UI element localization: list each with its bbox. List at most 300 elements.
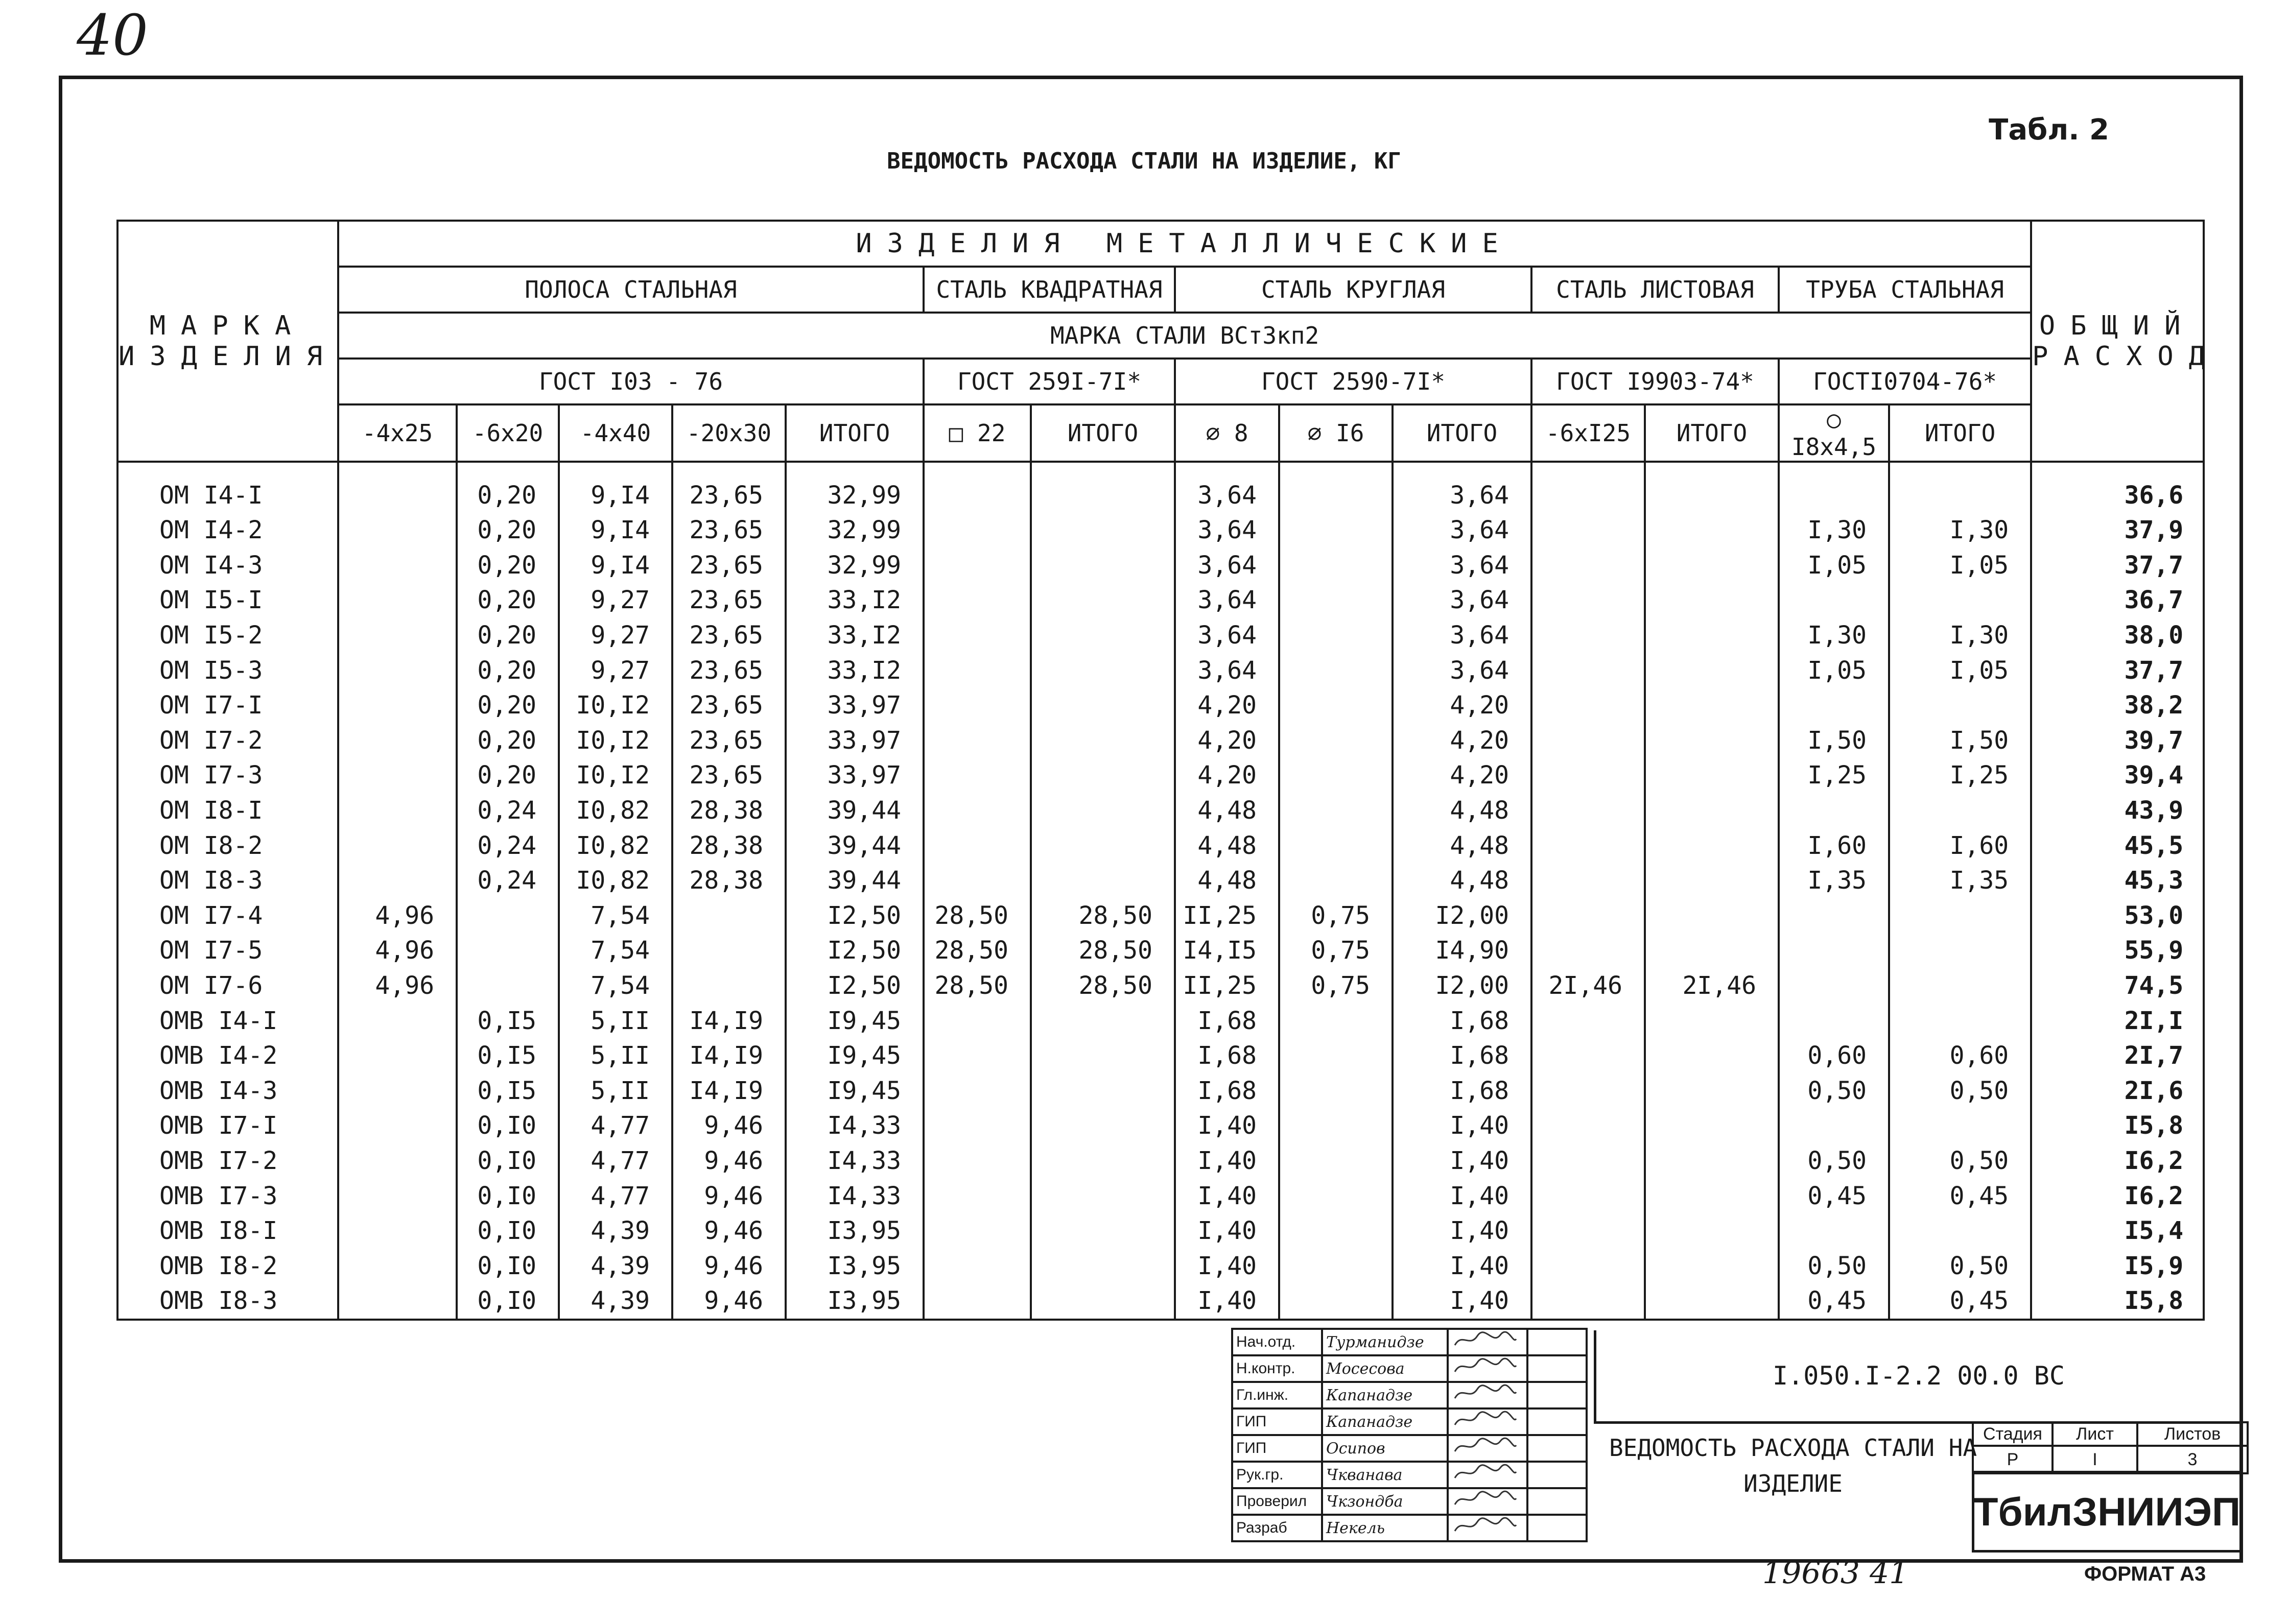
value-cell — [1645, 1038, 1779, 1073]
value-cell: 0,60 — [1779, 1038, 1889, 1073]
total-cell: 37,7 — [2031, 653, 2204, 688]
value-cell — [1645, 583, 1779, 618]
value-cell: 0,45 — [1889, 1283, 2031, 1320]
value-cell: 4,48 — [1175, 828, 1279, 863]
table-row — [117, 898, 2204, 934]
total-cell: 38,0 — [2031, 618, 2204, 653]
value-cell: 4,96 — [338, 968, 457, 1004]
value-cell — [1279, 828, 1393, 863]
value-cell: 33,I2 — [786, 583, 924, 618]
value-cell — [1779, 793, 1889, 828]
gost-strip: ГОСТ I03 - 76 — [338, 359, 924, 404]
value-cell — [924, 1143, 1031, 1179]
value-cell: 3,64 — [1175, 462, 1279, 513]
column-header: ИТОГО — [1031, 404, 1175, 462]
sheets-value: 3 — [2137, 1446, 2248, 1473]
value-cell: 28,38 — [672, 828, 786, 863]
value-cell: 0,60 — [1889, 1038, 2031, 1073]
value-cell: 3,64 — [1175, 653, 1279, 688]
value-cell — [1279, 1283, 1393, 1320]
value-cell: I,40 — [1175, 1213, 1279, 1249]
signature-row — [1232, 1515, 1587, 1541]
column-header: -4x40 — [559, 404, 672, 462]
value-cell: 32,99 — [786, 513, 924, 548]
value-cell — [1279, 618, 1393, 653]
value-cell: I,68 — [1175, 1038, 1279, 1073]
column-header: -6x20 — [457, 404, 559, 462]
value-cell — [338, 828, 457, 863]
value-cell: 28,50 — [1031, 898, 1175, 934]
value-cell: I2,00 — [1393, 968, 1531, 1004]
value-cell: 3,64 — [1175, 513, 1279, 548]
value-cell — [338, 618, 457, 653]
value-cell — [338, 1213, 457, 1249]
value-cell: I9,45 — [786, 1073, 924, 1109]
value-cell: 9,46 — [672, 1213, 786, 1249]
signature-icon — [1452, 1330, 1518, 1350]
table-row — [117, 1143, 2204, 1179]
group-sheet: СТАЛЬ ЛИСТОВАЯ — [1531, 267, 1779, 313]
product-mark: ОМВ I4-2 — [117, 1038, 338, 1073]
value-cell — [1279, 462, 1393, 513]
total-cell: 36,6 — [2031, 462, 2204, 513]
value-cell: 3,64 — [1393, 583, 1531, 618]
product-mark: ОМ I4-I — [117, 462, 338, 513]
value-cell: 9,46 — [672, 1248, 786, 1283]
value-cell: I,40 — [1175, 1178, 1279, 1213]
value-cell: 28,50 — [924, 933, 1031, 968]
value-cell — [338, 1073, 457, 1109]
value-cell: I,50 — [1889, 723, 2031, 758]
value-cell: 0,24 — [457, 828, 559, 863]
value-cell — [924, 688, 1031, 723]
value-cell — [1031, 793, 1175, 828]
product-mark: ОМ I8-2 — [117, 828, 338, 863]
footer-number: 19663 41 — [1762, 1555, 1909, 1591]
value-cell: 23,65 — [672, 723, 786, 758]
value-cell: I4,90 — [1393, 933, 1531, 968]
value-cell — [1779, 462, 1889, 513]
value-cell — [1531, 462, 1645, 513]
signature-row — [1232, 1435, 1587, 1462]
total-cell: 43,9 — [2031, 793, 2204, 828]
value-cell: 0,45 — [1779, 1178, 1889, 1213]
value-cell — [1031, 1283, 1175, 1320]
product-mark: ОМВ I4-3 — [117, 1073, 338, 1109]
product-mark: ОМ I7-5 — [117, 933, 338, 968]
total-cell: 55,9 — [2031, 933, 2204, 968]
value-cell — [924, 1213, 1031, 1249]
value-cell — [338, 548, 457, 583]
value-cell: 4,39 — [559, 1213, 672, 1249]
value-cell — [1031, 1213, 1175, 1249]
table-row — [117, 583, 2204, 618]
total-cell: I5,8 — [2031, 1108, 2204, 1143]
value-cell — [924, 1073, 1031, 1109]
value-cell — [1779, 688, 1889, 723]
value-cell — [1031, 1248, 1175, 1283]
total-cell: I5,8 — [2031, 1283, 2204, 1320]
signature-mark — [1448, 1488, 1527, 1515]
signature-row — [1232, 1329, 1587, 1355]
value-cell: 0,20 — [457, 583, 559, 618]
value-cell: 0,I0 — [457, 1248, 559, 1283]
table-row — [117, 758, 2204, 793]
signature-icon — [1452, 1410, 1518, 1430]
gost-square: ГОСТ 259I-7I* — [924, 359, 1175, 404]
value-cell: 4,77 — [559, 1178, 672, 1213]
value-cell — [1531, 1248, 1645, 1283]
value-cell: 0,20 — [457, 513, 559, 548]
value-cell: II,25 — [1175, 968, 1279, 1004]
signature-icon — [1452, 1436, 1518, 1456]
date-cell — [1527, 1515, 1587, 1541]
table-row — [117, 653, 2204, 688]
value-cell: 9,27 — [559, 618, 672, 653]
value-cell — [1645, 548, 1779, 583]
value-cell — [1279, 1108, 1393, 1143]
value-cell — [672, 898, 786, 934]
value-cell — [1279, 688, 1393, 723]
value-cell — [1031, 583, 1175, 618]
product-mark: ОМВ I7-3 — [117, 1178, 338, 1213]
value-cell: 0,20 — [457, 548, 559, 583]
signature-role: ГИП — [1232, 1408, 1322, 1435]
organization-name: ТбилЗНИИЭП — [1972, 1471, 2240, 1553]
signature-name: Осипов — [1322, 1435, 1448, 1462]
date-cell — [1527, 1462, 1587, 1488]
column-header: ⌀ 8 — [1175, 404, 1279, 462]
steel-consumption-table — [116, 220, 2221, 1321]
value-cell — [1645, 1143, 1779, 1179]
value-cell — [924, 618, 1031, 653]
signature-name: Мосесова — [1322, 1355, 1448, 1382]
value-cell — [1779, 933, 1889, 968]
table-label: Табл. 2 — [1989, 113, 2109, 147]
value-cell: I,68 — [1393, 1003, 1531, 1038]
sheet-label: Лист — [2053, 1422, 2137, 1446]
product-mark: ОМ I7-4 — [117, 898, 338, 934]
column-header: ⌀ I6 — [1279, 404, 1393, 462]
value-cell: 28,50 — [1031, 968, 1175, 1004]
value-cell — [1031, 618, 1175, 653]
value-cell — [924, 513, 1031, 548]
value-cell — [1645, 688, 1779, 723]
value-cell — [1279, 1178, 1393, 1213]
value-cell — [1031, 1108, 1175, 1143]
value-cell: 0,20 — [457, 758, 559, 793]
value-cell: I,05 — [1779, 548, 1889, 583]
total-cell: I6,2 — [2031, 1143, 2204, 1179]
stamp-document-title: ВЕДОМОСТЬ РАСХОДА СТАЛИ НА ИЗДЕЛИЕ — [1609, 1434, 1977, 1497]
signature-name: Чкзондба — [1322, 1488, 1448, 1515]
value-cell: 0,I0 — [457, 1108, 559, 1143]
value-cell — [924, 1108, 1031, 1143]
value-cell: 23,65 — [672, 618, 786, 653]
value-cell — [1031, 513, 1175, 548]
value-cell: 4,20 — [1175, 758, 1279, 793]
value-cell: I,05 — [1779, 653, 1889, 688]
value-cell: 3,64 — [1393, 653, 1531, 688]
value-cell: 33,97 — [786, 723, 924, 758]
total-cell: 39,4 — [2031, 758, 2204, 793]
value-cell: I2,50 — [786, 933, 924, 968]
value-cell: 32,99 — [786, 548, 924, 583]
value-cell — [1779, 968, 1889, 1004]
value-cell: I,40 — [1393, 1178, 1531, 1213]
value-cell: 0,75 — [1279, 898, 1393, 934]
value-cell: 4,20 — [1175, 688, 1279, 723]
value-cell — [1531, 758, 1645, 793]
table-row — [117, 1283, 2204, 1320]
value-cell — [1889, 933, 2031, 968]
steel-grade: МАРКА СТАЛИ ВСт3кп2 — [338, 313, 2031, 359]
value-cell: 3,64 — [1393, 548, 1531, 583]
value-cell — [1531, 723, 1645, 758]
value-cell — [1531, 933, 1645, 968]
value-cell — [1531, 618, 1645, 653]
value-cell: 0,50 — [1889, 1248, 2031, 1283]
value-cell — [1279, 723, 1393, 758]
signature-row — [1232, 1488, 1587, 1515]
value-cell — [1031, 863, 1175, 898]
value-cell — [924, 462, 1031, 513]
table-row — [117, 548, 2204, 583]
signature-row — [1232, 1355, 1587, 1382]
table-row — [117, 933, 2204, 968]
value-cell: 0,75 — [1279, 968, 1393, 1004]
value-cell — [1279, 513, 1393, 548]
column-header: -6xI25 — [1531, 404, 1645, 462]
header-mark: МАРКА ИЗДЕЛИЯ — [117, 221, 338, 462]
value-cell — [1031, 758, 1175, 793]
value-cell: 28,50 — [924, 898, 1031, 934]
value-cell — [1531, 828, 1645, 863]
group-strip: ПОЛОСА СТАЛЬНАЯ — [338, 267, 924, 313]
value-cell: I2,00 — [1393, 898, 1531, 934]
date-cell — [1527, 1435, 1587, 1462]
column-header: □ 22 — [924, 404, 1031, 462]
table-row — [117, 1003, 2204, 1038]
signature-role: Проверил — [1232, 1488, 1322, 1515]
total-cell: I5,4 — [2031, 1213, 2204, 1249]
value-cell: 4,48 — [1175, 863, 1279, 898]
value-cell: 28,38 — [672, 863, 786, 898]
value-cell: 23,65 — [672, 688, 786, 723]
value-cell — [1531, 653, 1645, 688]
value-cell — [338, 653, 457, 688]
value-cell: 4,48 — [1393, 828, 1531, 863]
value-cell: 0,20 — [457, 462, 559, 513]
value-cell: I4,I9 — [672, 1038, 786, 1073]
value-cell: 5,II — [559, 1038, 672, 1073]
total-cell: 37,9 — [2031, 513, 2204, 548]
value-cell — [1645, 1003, 1779, 1038]
value-cell: 4,20 — [1393, 723, 1531, 758]
total-cell: 45,3 — [2031, 863, 2204, 898]
value-cell — [1531, 688, 1645, 723]
date-cell — [1527, 1488, 1587, 1515]
signature-role: Н.контр. — [1232, 1355, 1322, 1382]
value-cell: 9,I4 — [559, 513, 672, 548]
value-cell: 3,64 — [1175, 583, 1279, 618]
total-cell: 2I,I — [2031, 1003, 2204, 1038]
value-cell — [1531, 513, 1645, 548]
value-cell — [1645, 1213, 1779, 1249]
value-cell: 0,45 — [1779, 1283, 1889, 1320]
value-cell: I2,50 — [786, 898, 924, 934]
value-cell — [924, 1178, 1031, 1213]
value-cell: 28,50 — [924, 968, 1031, 1004]
value-cell: 4,77 — [559, 1143, 672, 1179]
signature-mark — [1448, 1329, 1527, 1355]
table-row — [117, 793, 2204, 828]
value-cell — [1031, 653, 1175, 688]
product-mark: ОМВ I4-I — [117, 1003, 338, 1038]
value-cell: 23,65 — [672, 513, 786, 548]
table-row — [117, 462, 2204, 513]
value-cell — [1279, 653, 1393, 688]
value-cell — [1531, 1283, 1645, 1320]
value-cell: I,25 — [1779, 758, 1889, 793]
value-cell: I,40 — [1175, 1283, 1279, 1320]
product-mark: ОМВ I8-2 — [117, 1248, 338, 1283]
value-cell: 0,20 — [457, 653, 559, 688]
value-cell: I0,I2 — [559, 758, 672, 793]
product-mark: ОМ I4-2 — [117, 513, 338, 548]
value-cell — [1031, 1178, 1175, 1213]
value-cell — [1279, 1073, 1393, 1109]
value-cell — [338, 462, 457, 513]
value-cell: I,05 — [1889, 653, 2031, 688]
value-cell — [924, 723, 1031, 758]
value-cell — [1031, 723, 1175, 758]
value-cell: 23,65 — [672, 653, 786, 688]
value-cell: I,68 — [1175, 1073, 1279, 1109]
value-cell: 0,50 — [1779, 1073, 1889, 1109]
value-cell: 2I,46 — [1531, 968, 1645, 1004]
value-cell — [338, 793, 457, 828]
value-cell — [924, 1003, 1031, 1038]
value-cell: 3,64 — [1393, 513, 1531, 548]
value-cell: 32,99 — [786, 462, 924, 513]
product-mark: ОМ I4-3 — [117, 548, 338, 583]
value-cell — [672, 968, 786, 1004]
product-mark: ОМ I7-I — [117, 688, 338, 723]
value-cell — [1645, 1178, 1779, 1213]
value-cell: II,25 — [1175, 898, 1279, 934]
group-pipe: ТРУБА СТАЛЬНАЯ — [1779, 267, 2031, 313]
value-cell — [1279, 1038, 1393, 1073]
value-cell: 0,I0 — [457, 1143, 559, 1179]
value-cell — [1645, 1108, 1779, 1143]
value-cell: 39,44 — [786, 863, 924, 898]
gost-round: ГОСТ 2590-7I* — [1175, 359, 1531, 404]
signature-mark — [1448, 1355, 1527, 1382]
value-cell: 4,20 — [1393, 688, 1531, 723]
sheets-label: Листов — [2137, 1422, 2248, 1446]
value-cell — [1531, 898, 1645, 934]
value-cell — [672, 933, 786, 968]
value-cell: I0,I2 — [559, 688, 672, 723]
value-cell — [1279, 583, 1393, 618]
total-cell: 74,5 — [2031, 968, 2204, 1004]
date-cell — [1527, 1382, 1587, 1408]
value-cell: 4,96 — [338, 898, 457, 934]
value-cell — [924, 583, 1031, 618]
value-cell: 0,I5 — [457, 1073, 559, 1109]
value-cell: I3,95 — [786, 1213, 924, 1249]
value-cell: I,40 — [1175, 1143, 1279, 1179]
value-cell: I,30 — [1779, 618, 1889, 653]
value-cell: 4,20 — [1175, 723, 1279, 758]
date-cell — [1527, 1329, 1587, 1355]
value-cell — [1645, 933, 1779, 968]
value-cell — [338, 1003, 457, 1038]
value-cell — [1531, 863, 1645, 898]
value-cell: 9,27 — [559, 583, 672, 618]
value-cell: 3,64 — [1175, 548, 1279, 583]
signature-row — [1232, 1382, 1587, 1408]
value-cell: 0,I0 — [457, 1178, 559, 1213]
value-cell — [1645, 758, 1779, 793]
value-cell — [457, 968, 559, 1004]
value-cell — [1279, 863, 1393, 898]
value-cell: I0,82 — [559, 828, 672, 863]
value-cell — [1531, 1003, 1645, 1038]
value-cell: 9,I4 — [559, 548, 672, 583]
value-cell: I,40 — [1393, 1283, 1531, 1320]
value-cell: 4,48 — [1175, 793, 1279, 828]
total-cell: 2I,6 — [2031, 1073, 2204, 1109]
signature-mark — [1448, 1435, 1527, 1462]
value-cell: 0,I5 — [457, 1003, 559, 1038]
value-cell: I,40 — [1175, 1248, 1279, 1283]
value-cell: I,25 — [1889, 758, 2031, 793]
value-cell — [1031, 1073, 1175, 1109]
value-cell — [1889, 1108, 2031, 1143]
signature-name: Капанадзе — [1322, 1382, 1448, 1408]
value-cell — [1031, 462, 1175, 513]
total-cell: 53,0 — [2031, 898, 2204, 934]
group-round: СТАЛЬ КРУГЛАЯ — [1175, 267, 1531, 313]
value-cell: I,40 — [1393, 1213, 1531, 1249]
value-cell — [1889, 1213, 2031, 1249]
product-mark: ОМВ I7-2 — [117, 1143, 338, 1179]
value-cell: 5,II — [559, 1003, 672, 1038]
signature-role: Рук.гр. — [1232, 1462, 1322, 1488]
value-cell: I,35 — [1779, 863, 1889, 898]
value-cell: 33,I2 — [786, 618, 924, 653]
value-cell — [1031, 1038, 1175, 1073]
value-cell — [1645, 1248, 1779, 1283]
value-cell: 28,38 — [672, 793, 786, 828]
value-cell: 28,50 — [1031, 933, 1175, 968]
signature-row — [1232, 1462, 1587, 1488]
value-cell: I,40 — [1393, 1143, 1531, 1179]
value-cell — [338, 688, 457, 723]
value-cell — [338, 1143, 457, 1179]
value-cell: 3,64 — [1393, 462, 1531, 513]
signature-mark — [1448, 1462, 1527, 1488]
value-cell: 23,65 — [672, 583, 786, 618]
value-cell — [1889, 462, 2031, 513]
header-total: ОБЩИЙ РАСХОД — [2031, 221, 2204, 462]
sheet-value: I — [2053, 1446, 2137, 1473]
value-cell — [924, 863, 1031, 898]
header-products: ИЗДЕЛИЯ МЕТАЛЛИЧЕСКИЕ — [338, 221, 2031, 267]
value-cell — [1279, 793, 1393, 828]
